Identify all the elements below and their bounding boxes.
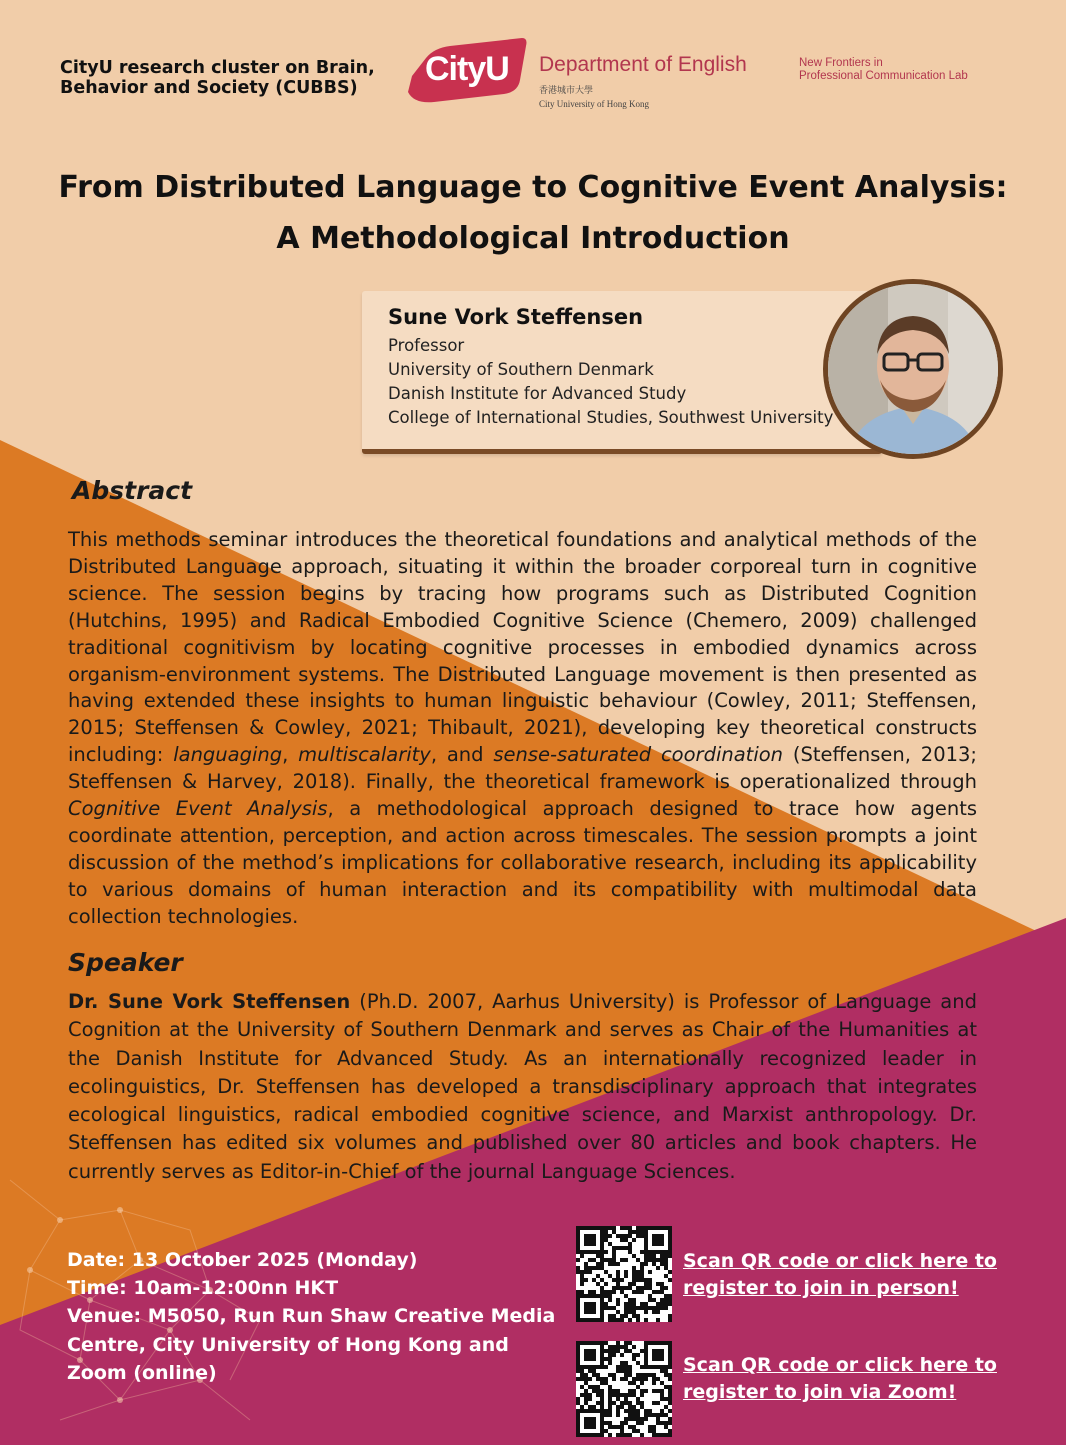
- event-time: Time: 10am-12:00nn HKT: [67, 1277, 339, 1300]
- speaker-card-name: Sune Vork Steffensen: [388, 305, 644, 329]
- register-zoom-link[interactable]: Scan QR code or click here to register to join via Zoom!: [683, 1354, 997, 1403]
- speaker-card-affiliation: College of International Studies, Southwest University: [388, 408, 834, 427]
- cityu-logo-text: CityU: [425, 50, 509, 88]
- university-name-english: City University of Hong Kong: [539, 99, 649, 109]
- department-name: Department of English: [539, 53, 747, 76]
- abstract-term: multiscalarity: [298, 743, 431, 767]
- qr-code-zoom[interactable]: [576, 1341, 672, 1437]
- lab-name: [799, 57, 968, 83]
- abstract-term: Cognitive Event Analysis: [68, 797, 328, 821]
- speaker-portrait-icon: [828, 284, 998, 454]
- speaker-bio: [68, 988, 977, 1186]
- lab-name-line1: New Frontiers in: [799, 57, 883, 69]
- abstract-text-part: , a methodological approach designed to trace how agents coordinate attention, perception, and action across timescales. The session prompts a joint discussion of the method’s implications for collaborative research, including its applicability to various domains of human interaction and its compatibility with multimodal data collection technologies.: [68, 797, 978, 928]
- speaker-card-affiliation: Danish Institute for Advanced Study: [388, 384, 687, 403]
- abstract-heading: Abstract: [72, 476, 193, 505]
- abstract-text: [68, 527, 977, 931]
- abstract-text-part: , and: [430, 743, 494, 767]
- event-title-line2: A Methodological Introduction: [276, 221, 790, 256]
- abstract-term: languaging: [173, 743, 283, 767]
- lab-name-line2: Professional Communication Lab: [799, 70, 968, 82]
- university-name-chinese: 香港城市大學: [539, 86, 594, 96]
- qr-code-icon: [576, 1341, 672, 1437]
- speaker-photo: [823, 279, 1003, 459]
- event-title-line1: From Distributed Language to Cognitive Event Analysis:: [58, 170, 1008, 205]
- qr-code-icon: [576, 1226, 672, 1322]
- speaker-card-title: Professor: [388, 336, 465, 355]
- cluster-name: CityU research cluster on Brain, Behavior and Society (CUBBS): [60, 58, 375, 98]
- speaker-card-affiliation: University of Southern Denmark: [388, 360, 654, 379]
- event-details: [67, 1246, 557, 1387]
- abstract-text-part: This methods seminar introduces the theoretical foundations and analytical methods of the Distributed Language approach, situating it within the broader corporeal turn in cognitive science. The session begins by tracing how programs such as Distributed Cognition (Hutchins, 1995) and Radical Embodied Cognitive Science (Chemero, 2009) challenged traditional cognitivism by locating cognitive processes in embodied dynamics across organism-environment systems. The Distributed Language movement is then presented as having extended these insights to human linguistic behaviour (Cowley, 2011; Steffensen, 2015; Steffensen & Cowley, 2021; Thibault, 2021), developing key theoretical constructs including:: [68, 528, 977, 767]
- speaker-bio-name: Dr. Sune Vork Steffensen: [68, 990, 351, 1013]
- event-date: Date: 13 October 2025 (Monday): [67, 1249, 418, 1271]
- register-in-person-link[interactable]: Scan QR code or click here to register to join in person!: [683, 1250, 997, 1299]
- speaker-bio-text: (Ph.D. 2007, Aarhus University) is Professor of Language and Cognition at the University of Southern Denmark and serves as Chair of the Humanities at the Danish Institute for Advanced Study. As an internationally recognized leader in ecolinguistics, Dr. Steffensen has developed a transdisciplinary approach that integrates ecological linguistics, radical embodied cognitive science, and Marxist anthropology. Dr. Steffensen has edited six volumes and published over 80 articles and book chapters. He currently serves as Editor-in-Chief of the journal Language Sciences.: [68, 990, 977, 1183]
- speaker-heading: Speaker: [68, 948, 183, 977]
- abstract-text-part: (Steffensen, 2013; Steffensen & Harvey, 2018). Finally, the theoretical framework is operationalized through: [68, 743, 977, 794]
- qr-code-in-person[interactable]: [576, 1226, 672, 1322]
- event-venue: Venue: M5050, Run Run Shaw Creative Media Centre, City University of Hong Kong and Zoom (online): [67, 1305, 556, 1384]
- abstract-text-part: ,: [282, 743, 299, 767]
- abstract-term: sense-saturated coordination: [493, 743, 784, 767]
